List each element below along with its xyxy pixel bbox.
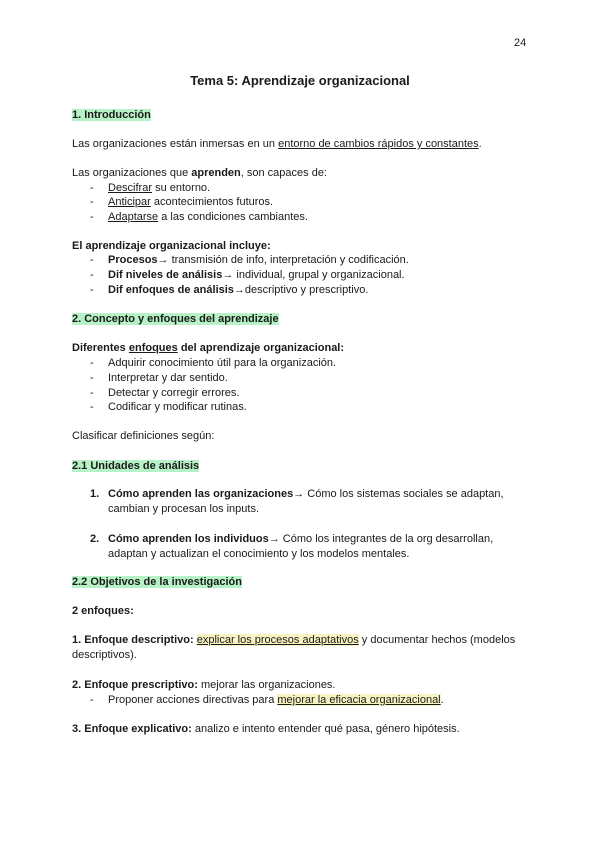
section-2-2-heading: 2.2 Objetivos de la investigación — [72, 576, 242, 588]
bullet-dash: - — [90, 372, 94, 384]
bullet-dash: - — [90, 196, 94, 208]
enfoques-heading: Diferentes enfoques del aprendizaje organizacional: — [72, 342, 345, 354]
bullet-dash: - — [90, 401, 94, 413]
section-2-1-heading: 2.1 Unidades de análisis — [72, 460, 200, 472]
bullet-dash: - — [90, 182, 94, 194]
enfoque-descriptivo: 1. Enfoque descriptivo: explicar los procesos adaptativos y documentar hechos (modelos descriptivos). — [72, 634, 516, 661]
section-1-heading: 1. Introducción — [72, 109, 151, 121]
intro-paragraph: Las organizaciones están inmersas en un entorno de cambios rápidos y constantes. — [72, 138, 482, 150]
page-number: 24 — [514, 37, 527, 49]
section-2-heading: 2. Concepto y enfoques del aprendizaje — [72, 313, 279, 325]
numbered-item: 1. Cómo aprenden las organizaciones→ Cómo los sistemas sociales se adaptan, cambian y procesan los inputs. — [90, 488, 504, 515]
capaces-intro: Las organizaciones que aprenden, son capaces de: — [72, 167, 327, 179]
enfoque-explicativo: 3. Enfoque explicativo: analizo e intento entender qué pasa, género hipótesis. — [72, 723, 460, 735]
numbered-item: 2. Cómo aprenden los individuos→ Cómo los integrantes de la org desarrollan, adaptan y actualizan el conocimiento y los modelos mentales. — [90, 533, 494, 560]
bullet-dash: - — [90, 284, 94, 296]
bullet-dash: - — [90, 254, 94, 266]
bullet-dash: - — [90, 269, 94, 281]
enfoque-prescriptivo: 2. Enfoque prescriptivo: mejorar las organizaciones. — [72, 679, 336, 691]
bullet-dash: - — [90, 357, 94, 369]
incluye-heading: El aprendizaje organizacional incluye: — [72, 240, 271, 252]
bullet-dash: - — [90, 387, 94, 399]
bullet-dash: - — [90, 211, 94, 223]
page-title: Tema 5: Aprendizaje organizacional — [190, 73, 410, 88]
bullet-dash: - — [90, 694, 94, 706]
clasificar-text: Clasificar definiciones según: — [72, 430, 215, 442]
dos-enfoques-label: 2 enfoques: — [72, 605, 134, 617]
underlined-phrase: entorno de cambios rápidos y constantes — [278, 138, 479, 150]
